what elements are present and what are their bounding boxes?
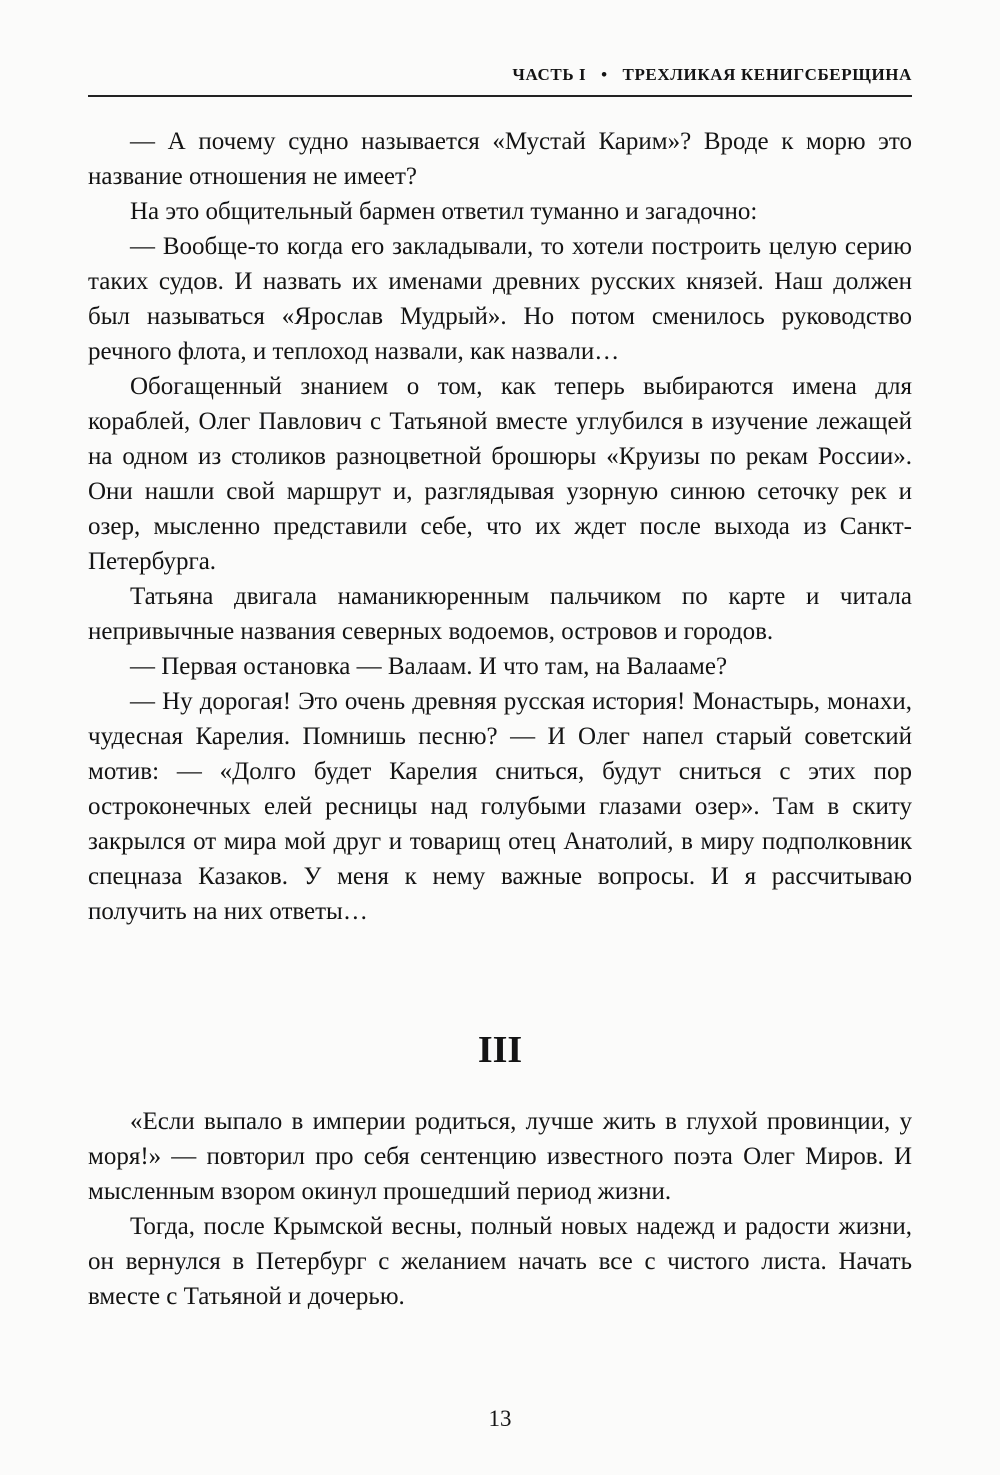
body-text-before-section — [88, 124, 912, 929]
running-header-title: ТРЕХЛИКАЯ КЕНИГСБЕРЩИНА — [622, 65, 912, 84]
paragraph: — А почему судно называется «Мустай Карим»? Вроде к морю это название отношения не имеет? — [88, 128, 912, 190]
running-header-part: ЧАСТЬ I — [512, 65, 587, 84]
paragraph: «Если выпало в империи родиться, лучше жить в глухой провинции, у моря!» — повторил про себя сентенцию известного поэта Олег Миров. И мысленным взором окинул прошедший период жизни. — [88, 1108, 912, 1205]
running-header — [88, 64, 912, 86]
paragraph: — Ну дорогая! Это очень древняя русская история! Монастырь, монахи, чудесная Карелия. Помнишь песню? — И Олег напел старый советский мотив: — «Долго будет Карелия сниться, будут сниться с этих пор остроконечных елей ресницы над голубыми глазами озер». Там в скиту закрылся от мира мой друг и товарищ отец Анатолий, в миру подполковник спецназа Казаков. У меня к нему важные вопросы. И я рассчитываю получить на них ответы… — [88, 688, 912, 925]
paragraph: — Вообще-то когда его закладывали, то хотели построить целую серию таких судов. И назвать их именами древних русских князей. Наш должен был называться «Ярослав Мудрый». Но потом сменилось руководство речного флота, и теплоход назвали, как назвали… — [88, 233, 912, 365]
paragraph: Обогащенный знанием о том, как теперь выбираются имена для кораблей, Олег Павлович с Татьяной вместе углубился в изучение лежащей на одном из столиков разноцветной брошюры «Круизы по рекам России». Они нашли свой маршрут и, разглядывая узорную синюю сеточку рек и озер, мысленно представили себе, что их ждет после выхода из Санкт-Петербурга. — [88, 373, 912, 575]
running-header-separator: • — [601, 65, 608, 84]
body-text-section-three — [88, 1104, 912, 1314]
paragraph: На это общительный бармен ответил туманно и загадочно: — [130, 198, 758, 225]
paragraph: Татьяна двигала наманикюренным пальчиком по карте и читала непривычные названия северных водоемов, островов и городов. — [88, 583, 912, 645]
paragraph: — Первая остановка — Валаам. И что там, на Валааме? — [130, 653, 728, 680]
page-number: 13 — [488, 1406, 512, 1431]
header-rule — [88, 95, 912, 97]
paragraph: Тогда, после Крымской весны, полный новых надежд и радости жизни, он вернулся в Петербург с желанием начать все с чистого листа. Начать вместе с Татьяной и дочерью. — [88, 1213, 912, 1310]
section-heading: III — [477, 1029, 523, 1071]
